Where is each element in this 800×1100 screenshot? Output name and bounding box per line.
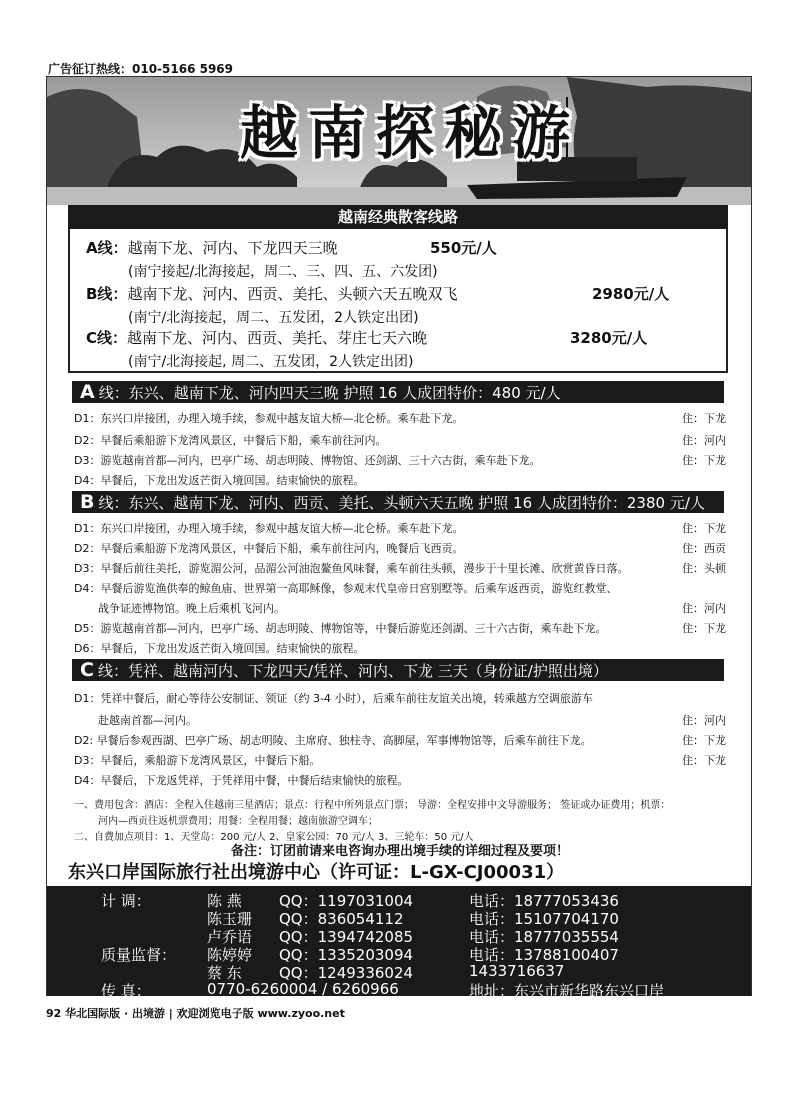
line-b-stay-4: 住：河内 [682,602,726,615]
classic-routes-box [68,205,728,373]
fax-number[interactable]: 0770-6260004 / 6260966 [207,980,399,998]
route-c-schedule: (南宁/北海接起, 周二、五发团，2人铁定出团) [128,354,414,370]
line-c-day-4: D4：早餐后，下龙返凭祥，于凭祥用中餐，中餐后结束愉快的旅程。 [74,774,409,787]
route-c [86,327,427,348]
line-b-stay-5: 住：下龙 [682,622,726,635]
line-b-day-4-cont: 战争证迹博物馆。晚上后乘机飞河内。 [98,602,285,615]
contact-block [47,886,751,1000]
line-a-day-4: D4：早餐后，下龙出发返芒街入境回国。结束愉快的旅程。 [74,474,365,487]
contact-name-5: 蔡 东 [207,964,242,982]
route-c-label: C线： [86,329,128,347]
route-c-price: 3280元/人 [570,329,648,347]
optional-items: 二、自费加点项目：1、天堂岛：200 元/人 2、皇家公园：70 元/人 3、三轮车：50 元/人 [74,832,474,843]
line-b-day-2: D2：早餐后乘船游下龙湾风景区，中餐后下船，乘车前往河内，晚餐后飞西贡。 [74,542,464,555]
label-planner: 计 调： [101,892,151,910]
line-b-day-4: D4：早餐后游览渔供奉的鲸鱼庙、世界第一高耶稣像，参观末代皇帝日宫别墅等。后乘车返西贡，游览红教堂、 [74,582,618,595]
line-b-day-1: D1：东兴口岸接团，办理入境手续，参观中越友谊大桥—北仑桥。乘车赴下龙。 [74,522,464,535]
line-c-title-bar [72,659,724,681]
line-b-title-bar [72,491,724,513]
line-a-day-3: D3：游览越南首都—河内，巴亭广场、胡志明陵、博物馆、还剑湖、三十六古街，乘车赴下龙。 [74,454,541,467]
route-a-price: 550元/人 [430,239,497,257]
line-a-day-1: D1：东兴口岸接团，办理入境手续，参观中越友谊大桥—北仑桥。乘车赴下龙。 [74,412,464,425]
label-fax: 传 真： [101,982,151,1000]
line-c-day-1: D1：凭祥中餐后，耐心等待公安制证、领证（约 3-4 小时），后乘车前往友谊关出境，转乘越方空调旅游车 [74,692,593,705]
line-b-day-5: D5：游览越南首都—河内，巴亭广场、胡志明陵、博物馆等，中餐后游览还剑湖、三十六古街，乘车赴下龙。 [74,622,607,635]
line-b-stay-3: 住：头顿 [682,562,726,575]
line-c-stay-1: 住：河内 [682,714,726,727]
line-b-stay-2: 住：西贡 [682,542,726,555]
page-footer: 92 华北国际版 · 出境游 | 欢迎浏览电子版 www.zyoo.net [46,1007,345,1020]
classic-routes-heading: 越南经典散客线路 [68,205,728,229]
route-b-label: B线： [86,285,128,303]
label-quality: 质量监督： [101,946,177,964]
route-a-label: A线： [86,239,128,257]
contact-tel-3[interactable]: 电话：18777035554 [469,928,619,946]
contact-name-2: 陈玉珊 [207,910,253,928]
contact-name-1: 陈 燕 [207,892,242,910]
contact-tel-2[interactable]: 电话：15107704170 [469,910,619,928]
route-a-schedule: (南宁接起/北海接起，周二、三、四、五、六发团) [128,264,438,280]
booking-note: 备注：订团前请来电咨询办理出境手续的详细过程及要项！ [230,844,569,859]
route-b-name: 越南下龙、河内、西贡、美托、头顿六天五晚双飞 [127,285,458,303]
contact-name-4: 陈婷婷 [207,946,253,964]
route-a-name: 越南下龙、河内、下龙四天三晚 [127,239,338,257]
line-b-stay-1: 住：下龙 [682,522,726,535]
line-c-stay-2: 住：下龙 [682,734,726,747]
contact-qq-5[interactable]: QQ：1249336024 [279,964,414,982]
contact-tel-5[interactable]: 1433716637 [469,962,565,980]
agency-name: 东兴口岸国际旅行社出境游中心（许可证：L-GX-CJ00031） [68,862,565,883]
ad-hotline: 广告征订热线：010-5166 5969 [48,62,234,76]
line-a-stay-1: 住：下龙 [682,412,726,425]
contact-tel-1[interactable]: 电话：18777053436 [469,892,619,910]
line-c-letter: C [80,659,94,681]
route-b [86,283,457,304]
line-b-letter: B [80,491,95,513]
line-c-day-3: D3：早餐后，乘船游下龙湾风景区，中餐后下船。 [74,754,321,767]
line-c-title: 线：凭祥、越南河内、下龙四天/凭祥、河内、下龙 三天（身份证/护照出境） [97,662,608,680]
route-b-schedule: (南宁/北海接起，周二、五发团，2人铁定出团) [128,310,419,326]
page-title: 越南探秘游 [239,99,580,167]
line-a-letter: A [80,381,95,403]
line-c-stay-3: 住：下龙 [682,754,726,767]
line-a-stay-3: 住：下龙 [682,454,726,467]
contact-qq-1[interactable]: QQ：1197031004 [279,892,414,910]
contact-name-3: 卢乔语 [207,928,253,946]
line-a-title: 线：东兴、越南下龙、河内四天三晚 护照 16 人成团特价：480 元/人 [98,384,561,402]
line-c-day-1-cont: 赴越南首都—河内。 [98,714,197,727]
contact-qq-3[interactable]: QQ：1394742085 [279,928,414,946]
line-a-stay-2: 住：河内 [682,434,726,447]
fees-included-cont: 河内—西贡往返机票费用；用餐：全程用餐；越南旅游空调车； [98,816,378,827]
line-b-day-6: D6：早餐后，下龙出发返芒街入境回国。结束愉快的旅程。 [74,642,365,655]
address: 地址：东兴市新华路东兴口岸 [469,982,665,1000]
line-c-day-2: D2: 早餐后参观西湖、巴亭广场、胡志明陵、主席府、独柱寺、高脚屋，军事博物馆等，后乘车前往下龙。 [74,734,592,747]
fees-included: 一、费用包含：酒店：全程入住越南三星酒店；景点：行程中所列景点门票； 导游：全程安排中文导游服务； 签证或办证费用；机票： [74,800,671,811]
route-a [86,237,338,258]
line-a-day-2: D2：早餐后乘船游下龙湾风景区，中餐后下船，乘车前往河内。 [74,434,387,447]
route-c-name: 越南下龙、河内、西贡、美托、芽庄七天六晚 [127,329,428,347]
route-b-price: 2980元/人 [592,285,670,303]
contact-qq-4[interactable]: QQ：1335203094 [279,946,414,964]
line-b-title: 线：东兴、越南下龙、河内、西贡、美托、头顿六天五晚 护照 16 人成团特价：2380 元/人 [98,494,705,512]
line-b-day-3: D3：早餐后前往美托，游览湄公河，品湄公河油泡鳌鱼风味餐，乘车前往头顿，漫步于十里长滩、欣赏黄昏日落。 [74,562,629,575]
contact-tel-4[interactable]: 电话：13788100407 [469,946,619,964]
contact-qq-2[interactable]: QQ：836054112 [279,910,404,928]
line-a-title-bar [72,381,724,403]
